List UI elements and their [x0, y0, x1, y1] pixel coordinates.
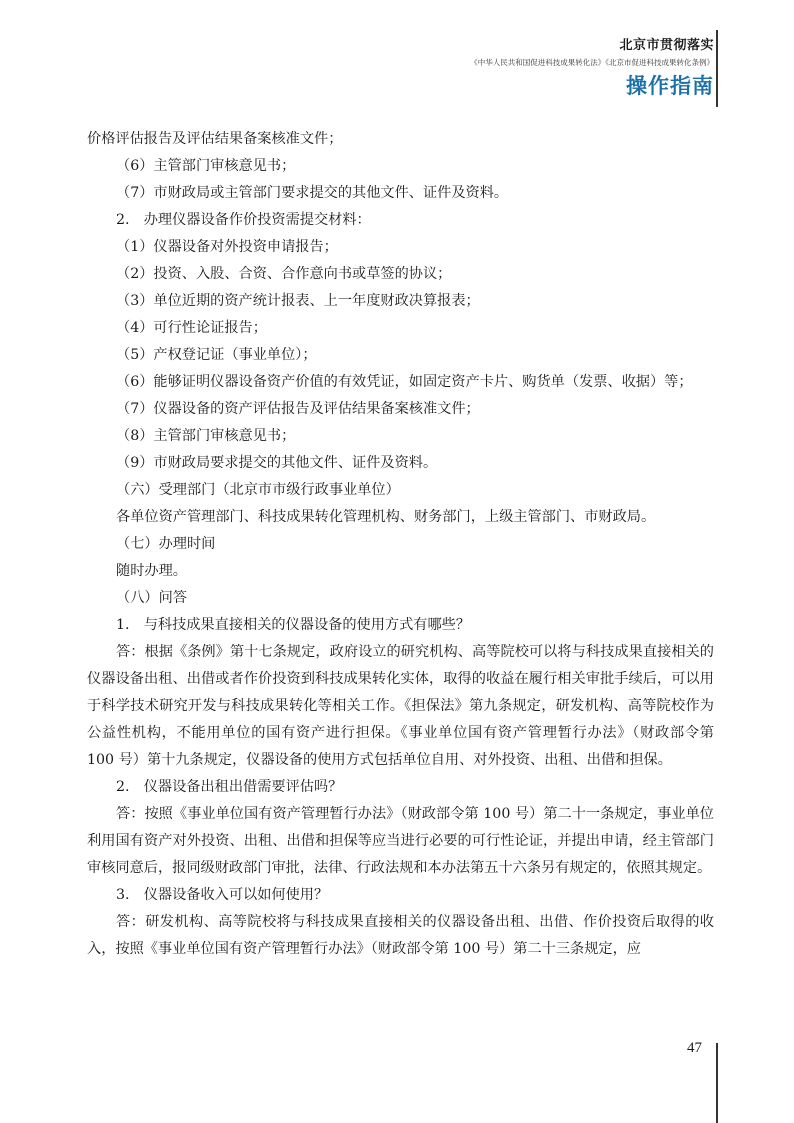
body-line: （1）仪器设备对外投资申请报告； — [116, 239, 338, 255]
body-paragraph: （6）能够证明仪器设备资产价值的有效凭证，如固定资产卡片、购货单（发票、收据）等； — [116, 374, 693, 390]
question: 2. 仪器设备出租出借需要评估吗？ — [116, 779, 343, 795]
footer-vertical-rule — [716, 1043, 718, 1123]
body-line: 随时办理。 — [116, 563, 187, 579]
body-line: （2）投资、入股、合资、合作意向书或草签的协议； — [116, 266, 452, 282]
answer-paragraph: 答：按照《事业单位国有资产管理暂行办法》（财政部令第 100 号）第二十一条规定，事业单位利用国有资产对外投资、出租、出借和担保等应当进行必要的可行性论证，并提出申请，经主管部门审核同意后，报同级财政部门审批，法律、行政法规和本办法第五十六条另有规定的，依照其规定。 — [87, 806, 714, 876]
question: 1. 与科技成果直接相关的仪器设备的使用方式有哪些？ — [116, 617, 471, 633]
body-text — [87, 126, 714, 963]
section-heading: （八）问答 — [116, 590, 187, 606]
header-region-title: 北京市贯彻落实 — [619, 38, 714, 53]
section-heading: 2. 办理仪器设备作价投资需提交材料： — [116, 212, 371, 228]
answer-paragraph: 答：研发机构、高等院校将与科技成果直接相关的仪器设备出租、出借、作价投资后取得的收入，按照《事业单位国有资产管理暂行办法》（财政部令第 100 号）第二十三条规定，应 — [87, 914, 714, 957]
question: 3. 仪器设备收入可以如何使用？ — [116, 887, 329, 903]
header-vertical-rule — [716, 30, 718, 107]
header-guide-title: 操作指南 — [626, 74, 714, 98]
section-heading: （六）受理部门（北京市市级行政事业单位） — [116, 482, 400, 498]
body-line: （6）主管部门审核意见书； — [116, 158, 296, 174]
section-heading: （七）办理时间 — [116, 536, 216, 552]
body-line: （9）市财政局要求提交的其他文件、证件及资料。 — [116, 455, 438, 471]
body-line: （7）市财政局或主管部门要求提交的其他文件、证件及资料。 — [116, 185, 509, 201]
answer-paragraph: 答：根据《条例》第十七条规定，政府设立的研究机构、高等院校可以将与科技成果直接相关的仪器设备出租、出借或者作价投资到科技成果转化实体，取得的收益在履行相关审批手续后，可以用于科学技术研究开发与科技成果转化等相关工作。《担保法》第九条规定，研发机构、高等院校作为公益性机构，不能用单位的国有资产进行担保。《事业单位国有资产管理暂行办法》（财政部令第 100 号）第十九条规定，仪器设备的使用方式包括单位自用、对外投资、出租、出借和担保。 — [87, 644, 714, 768]
body-line: 价格评估报告及评估结果备案核准文件； — [87, 131, 343, 147]
body-line: （5）产权登记证（事业单位）； — [116, 347, 317, 363]
body-line: （4）可行性论证报告； — [116, 320, 267, 336]
body-line: （7）仪器设备的资产评估报告及评估结果备案核准文件； — [116, 401, 480, 417]
body-line: （8）主管部门审核意见书； — [116, 428, 296, 444]
body-line: （3）单位近期的资产统计报表、上一年度财政决算报表； — [116, 293, 480, 309]
body-line: 各单位资产管理部门、科技成果转化管理机构、财务部门，上级主管部门、市财政局。 — [116, 509, 656, 525]
header-law-names: 《中华人民共和国促进科技成果转化法》《北京市促进科技成果转化条例》 — [470, 58, 714, 67]
page-number: 47 — [687, 1040, 702, 1056]
running-header — [470, 34, 714, 100]
